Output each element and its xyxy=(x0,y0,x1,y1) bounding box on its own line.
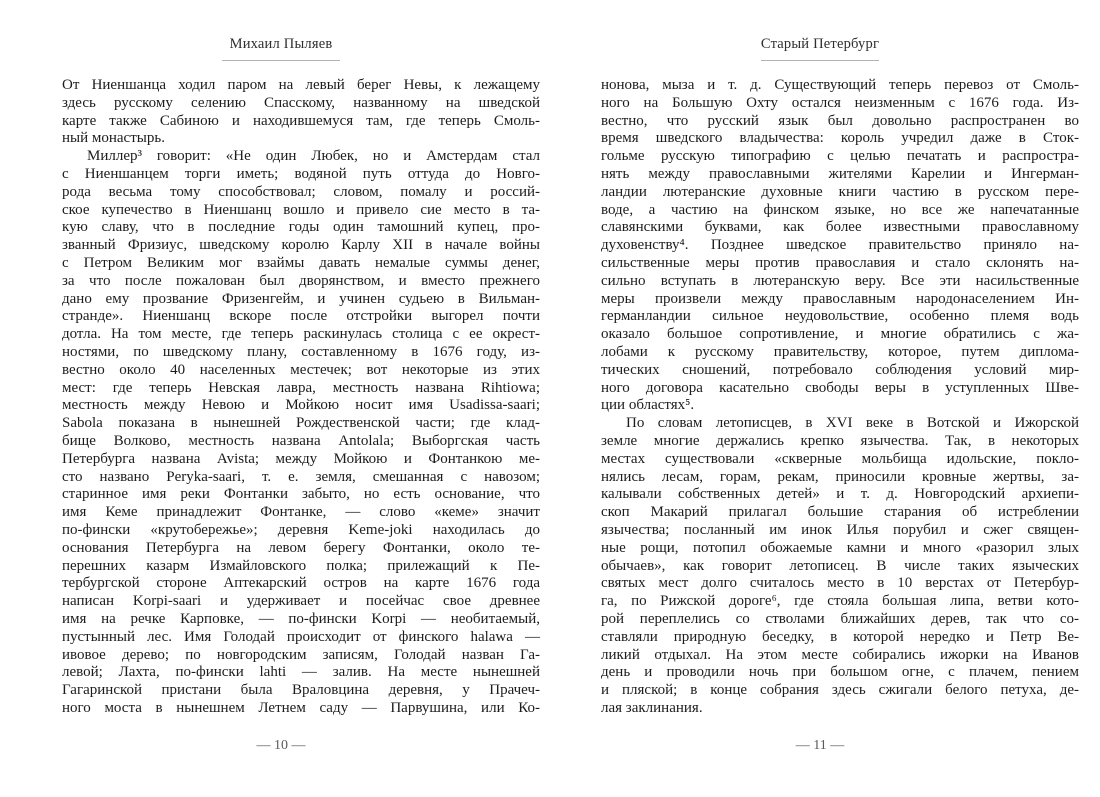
text-line: время шведского владычества: король учредил даже в Сток- xyxy=(601,130,1079,147)
text-line: Петербурга названа Avista; между Мойкою и Фонтанкою ме- xyxy=(62,450,540,467)
text-line: перешних казарм Измайловского полка; прилежащий к Пе- xyxy=(62,557,540,574)
text-line: Sabola показана в нынешней Рождественской части; где клад- xyxy=(62,415,540,432)
left-header-rule xyxy=(222,60,340,61)
text-line: ного договора касательно свободы веры в уступленных Шве- xyxy=(601,379,1079,396)
text-line: славянскими буквами, как более известными православному xyxy=(601,219,1079,236)
text-line: святых мест долго считалось место в 10 верстах от Петербур- xyxy=(601,575,1079,592)
text-line: с Ниеншанцем торги иметь; водяной путь оттуда до Новго- xyxy=(62,165,540,182)
left-page-number: — 10 — xyxy=(256,738,306,753)
left-page-text xyxy=(62,77,540,718)
text-line: старинное имя реки Фонтанки забыто, но есть основание, что xyxy=(62,486,540,503)
text-line: гольме русскую типографию с целью печатать и распростра- xyxy=(601,148,1079,165)
text-line: нонова, мыза и т. д. Существующий теперь перевоз от Смоль- xyxy=(601,77,1079,93)
text-line: рой переплелись со стволами ближайших дерев, так что со- xyxy=(601,610,1079,627)
text-line: ные рощи, потопил обожаемые камни и много «разорил злых xyxy=(601,539,1079,556)
text-line: здесь русскому селению Спасскому, названному на шведской xyxy=(62,94,540,111)
text-line: От Ниеншанца ходил паром на левый берег Невы, к лежащему xyxy=(62,77,540,93)
right-page xyxy=(601,0,1079,797)
text-line: рода весьма тому способствовал; словом, помалу и россий- xyxy=(62,183,540,200)
text-line: оказало большое сопротивление, и многие обратились с жа- xyxy=(601,326,1079,343)
text-line: вестно, что русский язык был довольно распространен во xyxy=(601,112,1079,129)
text-line: местах существовали «скверные мольбища идольские, покло- xyxy=(601,450,1079,467)
text-line: ивовое дерево; по новгородским записям, Голодай назван Га- xyxy=(62,646,540,663)
text-line: ции областях⁵. xyxy=(601,397,695,414)
text-line: обычаев», как говорит летописец. В числе таких языческих xyxy=(601,557,1079,574)
right-page-text xyxy=(601,77,1079,718)
text-line: земле многие держались крепко язычества. Так, в некоторых xyxy=(601,432,1079,449)
text-line: имя Кеме принадлежит Фонтанке, — слово «кеме» значит xyxy=(62,504,540,521)
text-line: сто названо Peryka-saari, т. е. земля, смешанная с навозом; xyxy=(62,468,540,485)
text-line: с Петром Великим мог взаймы давать немалые суммы денег, xyxy=(62,254,540,271)
text-line: кую славу, что в последние годы один тамошний купец, про- xyxy=(62,219,540,236)
text-line: вестно около 40 населенных местечек; вот некоторые из этих xyxy=(62,361,540,378)
text-line: Гагаринской пристани была Враловцина деревня, у Прачеч- xyxy=(62,682,540,699)
paragraph-miller-quote xyxy=(62,148,540,718)
text-line: дано ему прозвание Фризенгейм, и учинен судьею в Вильман- xyxy=(62,290,540,307)
text-line: сильственные меры против православия и стало склонять на- xyxy=(601,254,1079,271)
text-line: день и проводили ночь при большом огне, с плачем, пением xyxy=(601,664,1079,681)
text-line: написан Korpi-saari и удерживает и посейчас свое древнее xyxy=(62,593,540,610)
left-header-title: Михаил Пыляев xyxy=(229,36,333,52)
text-line: ного на Большую Охту остался неизменным с 1676 года. Из- xyxy=(601,94,1079,111)
text-line: духовенству⁴. Позднее шведское правительство приняло на- xyxy=(601,237,1079,254)
text-line: лобами к русскому правительству, которое, путем диплома- xyxy=(601,343,1079,360)
right-header-title: Старый Петербург xyxy=(760,36,880,52)
paragraph-continuation xyxy=(62,77,540,148)
text-line: воде, а частию на финском языке, но все же напечатанные xyxy=(601,201,1079,218)
text-line: основания Петербурга на левом берегу Фонтанки, около те- xyxy=(62,539,540,556)
text-line: карте также Сабиною и находившемуся там, где теперь Смоль- xyxy=(62,112,540,129)
text-line: левой; Лахта, по-фински lahti — залив. На месте нынешней xyxy=(62,664,540,681)
text-line: за что после пожалован был дворянством, и вместо прежнего xyxy=(62,272,540,289)
text-line: мест: где теперь Невская лавра, местность названа Rihtiowa; xyxy=(62,379,540,396)
right-page-number: — 11 — xyxy=(795,738,845,753)
text-line: имя на речке Карповке, — по-фински Korpi — необитаемый, xyxy=(62,610,540,627)
text-line: званный Фризиус, шведскому королю Карлу XII в начале войны xyxy=(62,237,540,254)
text-line: ного моста в нынешнем Летнем саду — Парвушина, или Ко- xyxy=(62,699,540,716)
text-line: и пляской; в конце собрания здесь сжигали белого петуха, де- xyxy=(601,682,1079,699)
text-line: лая заклинания. xyxy=(601,699,703,716)
text-line: меры произвели между православным народонаселением Ин- xyxy=(601,290,1079,307)
left-running-head xyxy=(42,36,520,61)
text-line: язычества; посланный им инок Илья порубил и сжег священ- xyxy=(601,521,1079,538)
text-line: бище Волково, местность названа Antolala; Выборгская часть xyxy=(62,432,540,449)
text-line: ское купечество в Ниеншанц вошло и привело сие место в та- xyxy=(62,201,540,218)
text-line: нялись лесам, горам, рекам, приносили кровные жертвы, за- xyxy=(601,468,1079,485)
text-line: ностями, по шведскому плану, составленному в 1676 году, из- xyxy=(62,343,540,360)
text-line: По словам летописцев, в XVI веке в Вотской и Ижорской xyxy=(626,415,1079,432)
right-running-head xyxy=(581,36,1059,61)
text-line: ландии лютеранские духовные книги частию в русском пере- xyxy=(601,183,1079,200)
text-line: Миллер³ говорит: «Не один Любек, но и Амстердам стал xyxy=(87,148,540,165)
text-line: ный монастырь. xyxy=(62,130,165,147)
paragraph-continuation xyxy=(601,77,1079,415)
text-line: калывали собственных детей» и т. д. Новгородский архиепи- xyxy=(601,486,1079,503)
text-line: нять между православными жителями Карелии и Ингерман- xyxy=(601,165,1079,182)
text-line: скоп Макарий прилагал большие старания об истреблении xyxy=(601,504,1079,521)
text-line: ставляли природную беседку, в которой нередко и Петр Ве- xyxy=(601,628,1079,645)
left-page xyxy=(62,0,540,797)
text-line: пустынный лес. Имя Голодай происходит от финского halawa — xyxy=(62,628,540,645)
right-header-rule xyxy=(761,60,879,61)
text-line: ликий отдыхал. На этом месте собирались ижорки на Иванов xyxy=(601,646,1079,663)
text-line: тербургской стороне Аптекарский остров на карте 1676 года xyxy=(62,575,540,592)
text-line: германландии сильное неудовольствие, особенно племя водь xyxy=(601,308,1079,325)
text-line: по-фински «крутобережье»; деревня Keme-joki находилась до xyxy=(62,521,540,538)
text-line: странде». Ниеншанц вскоре после отстройки выгорел почти xyxy=(62,308,540,325)
text-line: местность между Невою и Мойкою носит имя Usadissa-saari; xyxy=(62,397,540,414)
text-line: дотла. На том месте, где теперь раскинулась столица с ее окрест- xyxy=(62,326,540,343)
text-line: га, по Рижской дороге⁶, где стояла большая липа, ветви кото- xyxy=(601,593,1079,610)
text-line: сильно вступать в лютеранскую веру. Все эти насильственные xyxy=(601,272,1079,289)
paragraph-paganism xyxy=(601,415,1079,718)
text-line: тических сношений, потребовало соблюдения условий мир- xyxy=(601,361,1079,378)
